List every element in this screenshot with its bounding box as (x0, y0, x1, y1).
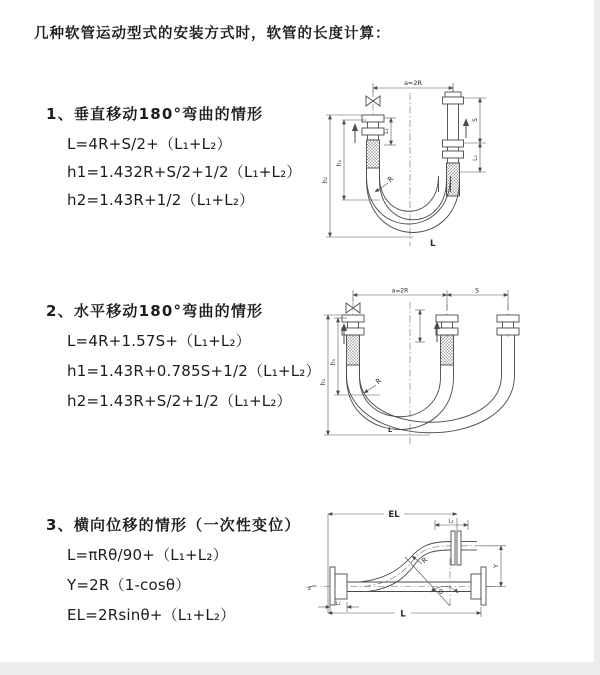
dim-s (447, 288, 508, 311)
dim-l2-label: L₂ (448, 518, 454, 525)
z-mark-label: z (308, 585, 312, 592)
diagram-lateral-displacement (305, 500, 595, 660)
dim-h2-label: h₂ (320, 378, 327, 386)
s-curve-hose (360, 542, 451, 592)
braided-hose-section (441, 335, 454, 365)
dim-h1-label: h₁ (330, 358, 337, 366)
dim-a2r (353, 288, 447, 311)
dim-h-left (320, 315, 430, 435)
radius-callout (412, 556, 429, 565)
dim-a2r (373, 79, 453, 93)
radius-label: R (386, 174, 396, 185)
theta-label: θ (439, 588, 443, 596)
dim-el-label: EL (388, 510, 400, 520)
section-3-formula-el: EL=2Rsinθ+（L₁+L₂） (67, 606, 236, 624)
dim-l1 (318, 601, 359, 612)
diagram-vertical-180-bend (318, 68, 588, 253)
dim-l1-label: L₁ (335, 601, 341, 607)
u-hose-curves (367, 168, 460, 233)
length-label: L (430, 239, 436, 249)
left-pipe-fitting (342, 315, 364, 365)
section-3-formula-l: L=πRθ/90+（L₁+L₂） (67, 546, 228, 564)
top-flange (451, 531, 477, 565)
braided-hose-section (367, 140, 380, 168)
dim-l-label: L (400, 609, 406, 620)
braided-hose-section (347, 335, 360, 365)
dim-l (328, 607, 481, 620)
page-edge-right (594, 0, 600, 675)
small-offset-dim (415, 310, 425, 342)
radius-label: R (420, 555, 430, 566)
length-label: L (388, 426, 393, 434)
dim-l1 (383, 118, 396, 145)
dim-l2-label: L₂ (472, 155, 479, 161)
radius-label: R (374, 376, 384, 387)
dim-l1-label: L₁ (383, 128, 390, 134)
section-1-formula-h2: h2=1.43R+1/2（L₁+L₂） (67, 191, 255, 209)
section-1-formula-l: L=4R+S/2+（L₁+L₂） (67, 135, 232, 153)
page-title: 几种软管运动型式的安装方式时，软管的长度计算： (34, 26, 391, 42)
dim-s-l2-right (460, 98, 486, 172)
radius-callout (364, 377, 383, 393)
middle-pipe-fitting (436, 315, 458, 365)
left-pipe-fitting (362, 115, 384, 168)
dim-s-label: S (475, 287, 479, 295)
centerlines (373, 86, 453, 246)
section-3-heading: 3、横向位移的情形（一次性变位） (46, 516, 301, 534)
right-flange (471, 567, 486, 605)
dim-a2r-label: a=2R (391, 287, 409, 295)
left-flange (330, 567, 347, 605)
dim-a2r-label: a=2R (403, 79, 423, 87)
section-2-formula-h1: h1=1.43R+0.785S+1/2（L₁+L₂） (67, 362, 321, 380)
page-edge-bottom (0, 662, 600, 675)
section-2-heading: 2、水平移动180°弯曲的情形 (46, 302, 264, 320)
centerline-break-mark (306, 585, 316, 592)
dim-s-label: S (472, 118, 479, 122)
dim-l2 (435, 519, 468, 531)
section-2-formula-l: L=4R+1.57S+（L₁+L₂） (67, 332, 251, 350)
dim-h1-label: h₁ (336, 159, 343, 167)
u-hose-curves (347, 335, 515, 433)
right-pipe-fitting-moved-position (497, 315, 519, 335)
dim-y-label: Y (492, 564, 500, 568)
section-1-formula-h1: h1=1.432R+S/2+1/2（L₁+L₂） (67, 163, 302, 181)
dim-h2-label: h₂ (322, 176, 329, 184)
section-2-formula-h2: h2=1.43R+S/2+1/2（L₁+L₂） (67, 392, 292, 410)
section-3-formula-y: Y=2R（1-cosθ） (67, 576, 191, 594)
right-pipe-fitting (443, 92, 464, 196)
diagram-horizontal-180-bend (320, 282, 590, 462)
radius-callout (375, 175, 395, 192)
section-1-heading: 1、垂直移动180°弯曲的情形 (46, 105, 264, 123)
